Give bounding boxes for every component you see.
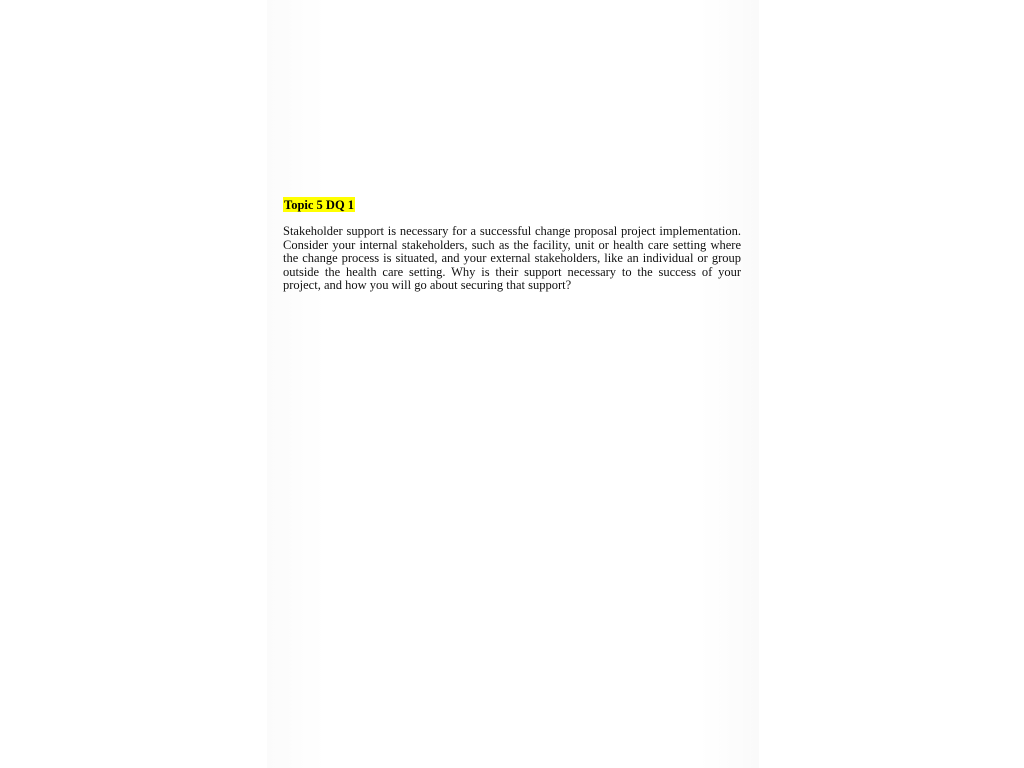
highlighted-heading-text: Topic 5 DQ 1 bbox=[284, 198, 355, 212]
document-heading bbox=[283, 198, 741, 213]
discussion-question-paragraph: Stakeholder support is necessary for a successful change proposal project implementation. Consider your internal stakeholders, such as the facility, unit or health care setting where the change process is situated, and your external stakeholders, like an individual or group outside the health care setting. Why is their support necessary to the success of your project, and how you will go about securing that support? bbox=[283, 224, 741, 293]
page-sheet-background bbox=[267, 0, 759, 768]
document-content bbox=[283, 198, 741, 293]
